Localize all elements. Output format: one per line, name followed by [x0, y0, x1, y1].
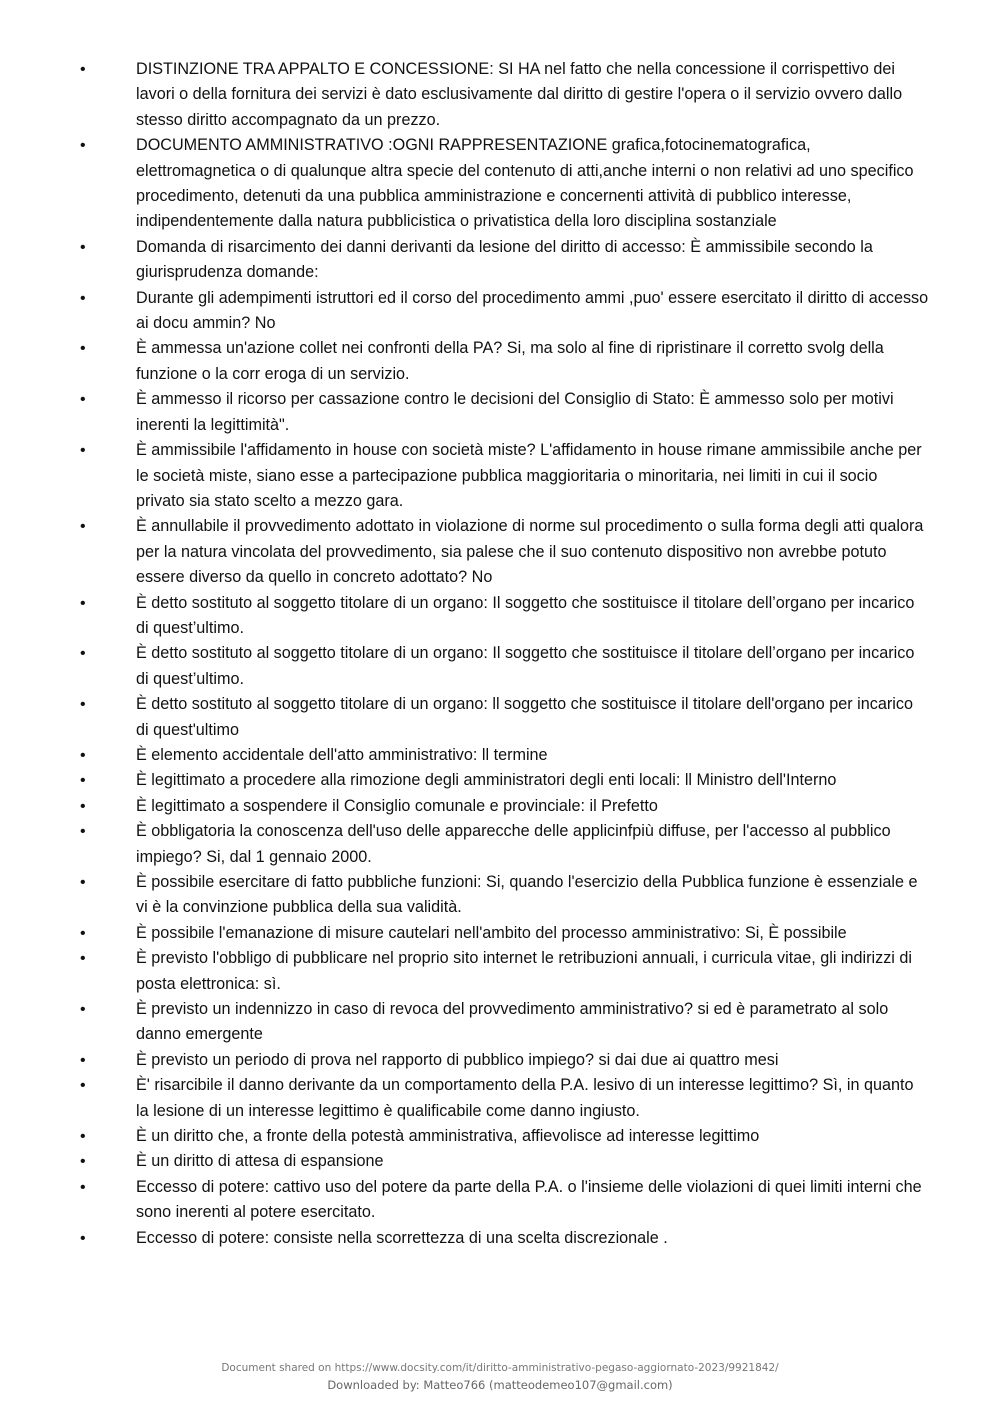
bullet-marker: • — [80, 518, 86, 536]
bullet-marker: • — [80, 238, 86, 256]
list-item — [0, 819, 1000, 870]
bullet-marker: • — [80, 1229, 86, 1247]
list-item-text: È ammessa un'azione collet nei confronti della PA? Si, ma solo al fine di ripristinare il corretto svolg della funzione o la corr eroga di un servizio. — [136, 339, 884, 383]
list-item-text: È elemento accidentale dell'atto amministrativo: ll termine — [136, 745, 548, 764]
footer-downloaded-line: Downloaded by: Matteo766 (matteodemeo107@gmail.com) — [327, 1378, 673, 1392]
bullet-marker: • — [80, 1051, 86, 1069]
list-item-text: È possibile l'emanazione di misure cautelari nell'ambito del processo amministrativo: Si, È possibile — [136, 923, 847, 942]
list-item-text: È possibile esercitare di fatto pubbliche funzioni: Si, quando l'esercizio della Pubblica funzione è essenziale e vi è la convinzione pubblica della sua validità. — [136, 873, 918, 917]
bullet-marker: • — [80, 924, 86, 942]
bullet-marker: • — [80, 137, 86, 155]
list-item-text: È un diritto che, a fronte della potestà amministrativa, affievolisce ad interesse legittimo — [136, 1127, 760, 1146]
list-item-text: È obbligatoria la conoscenza dell'uso delle apparecche delle applicinfpiù diffuse, per l'accesso al pubblico impiego? Si, dal 1 gennaio 2000. — [136, 822, 891, 866]
list-item-text: È previsto un periodo di prova nel rapporto di pubblico impiego? si dai due ai quattro mesi — [136, 1050, 779, 1069]
bullet-marker: • — [80, 1153, 86, 1171]
list-item-text: DOCUMENTO AMMINISTRATIVO :OGNI RAPPRESENTAZIONE grafica,fotocinematografica, elettromagnetica o di qualunque altra specie del contenuto di atti,anche interni o non relativi ad uno specifico procedimento, detenuti da una pubblica amministrazione e concernenti attività di pubblico interesse, indipendentemente dalla natura pubblicistica o privatistica della loro disciplina sostanziale — [136, 136, 914, 231]
list-item-text: DISTINZIONE TRA APPALTO E CONCESSIONE: SI HA nel fatto che nella concessione il corrispettivo dei lavori o della fornitura dei servizi è dato esclusivamente dal diritto di gestire l'opera o il servizio ovvero dallo stesso diritto accompagnato da un prezzo. — [136, 60, 903, 129]
list-item-text: Eccesso di potere: consiste nella scorrettezza di una scelta discrezionale . — [136, 1228, 668, 1247]
list-item — [0, 946, 1000, 997]
bullet-marker: • — [80, 391, 86, 409]
list-item-text: È un diritto di attesa di espansione — [136, 1152, 384, 1171]
bullet-list — [0, 57, 1000, 1251]
list-item — [0, 133, 1000, 235]
list-item — [0, 1048, 1000, 1073]
bullet-marker: • — [80, 594, 86, 612]
list-item — [0, 1149, 1000, 1174]
bullet-marker: • — [80, 797, 86, 815]
bullet-marker: • — [80, 645, 86, 663]
list-item — [0, 870, 1000, 921]
list-item-text: È previsto l'obbligo di pubblicare nel proprio sito internet le retribuzioni annuali, i curricula vitae, gli indirizzi di posta elettronica: sì. — [136, 949, 912, 993]
list-item — [0, 336, 1000, 387]
list-item-text: È ammesso il ricorso per cassazione contro le decisioni del Consiglio di Stato: È ammesso solo per motivi inerenti la legittimità". — [136, 390, 894, 434]
list-item-text: È detto sostituto al soggetto titolare di un organo: Il soggetto che sostituisce il titolare dell’organo per incarico di quest’ultimo. — [136, 644, 915, 688]
document-footer — [0, 1360, 1000, 1394]
list-item-text: Durante gli adempimenti istruttori ed il corso del procedimento ammi ,puo' essere esercitato il diritto di accesso ai docu ammin? No — [136, 288, 929, 333]
list-item-text: Eccesso di potere: cattivo uso del potere da parte della P.A. o l'insieme delle violazioni di quei limiti interni che sono inerenti al potere esercitato. — [136, 1177, 922, 1222]
list-item-text: È' risarcibile il danno derivante da un comportamento della P.A. lesivo di un interesse legittimo? Sì, in quanto la lesione di un interesse legittimo è qualificabile come danno ingiusto. — [136, 1076, 914, 1120]
list-item-text: È detto sostituto al soggetto titolare di un organo: ll soggetto che sostituisce il titolare dell'organo per incarico di quest'ultimo — [136, 695, 913, 739]
list-item — [0, 768, 1000, 793]
list-item — [0, 1124, 1000, 1149]
list-item — [0, 235, 1000, 286]
list-item — [0, 997, 1000, 1048]
bullet-marker: • — [80, 772, 86, 790]
list-item — [0, 1226, 1000, 1251]
bullet-marker: • — [80, 340, 86, 358]
list-item — [0, 692, 1000, 743]
bullet-marker: • — [80, 1001, 86, 1019]
bullet-marker: • — [80, 1128, 86, 1146]
list-item — [0, 57, 1000, 133]
list-item — [0, 743, 1000, 768]
list-item-text: È previsto un indennizzo in caso di revoca del provvedimento amministrativo? si ed è parametrato al solo danno emergente — [136, 1000, 889, 1044]
list-item — [0, 1073, 1000, 1124]
bullet-marker: • — [80, 950, 86, 968]
list-item-text: È annullabile il provvedimento adottato in violazione di norme sul procedimento o sulla forma degli atti qualora per la natura vincolata del provvedimento, sia palese che il suo contenuto dispositivo non avrebbe potuto essere diverso da quello in concreto adottato? No — [136, 517, 924, 587]
bullet-marker: • — [80, 874, 86, 891]
list-item-text: È detto sostituto al soggetto titolare di un organo: Il soggetto che sostituisce il titolare dell’organo per incarico di quest’ultimo. — [136, 593, 915, 637]
list-item — [0, 921, 1000, 946]
list-item — [0, 591, 1000, 642]
bullet-marker: • — [80, 61, 86, 78]
list-item — [0, 286, 1000, 337]
list-item — [0, 641, 1000, 692]
list-item — [0, 438, 1000, 514]
bullet-marker: • — [80, 442, 86, 460]
bullet-marker: • — [80, 696, 86, 714]
bullet-marker: • — [80, 289, 86, 307]
list-item-text: È ammissibile l'affidamento in house con società miste? L'affidamento in house rimane ammissibile anche per le società miste, siano esse a partecipazione pubblica maggioritaria o minoritaria, nei limiti in cui il socio privato sia stato scelto a mezzo gara. — [136, 441, 922, 510]
bullet-marker: • — [80, 823, 86, 841]
bullet-marker: • — [80, 746, 86, 764]
list-item-text: È legittimato a procedere alla rimozione degli amministratori degli enti locali: ll Ministro dell'Interno — [136, 771, 837, 790]
list-item-text: È legittimato a sospendere il Consiglio comunale e provinciale: il Prefetto — [136, 796, 658, 815]
list-item-text: Domanda di risarcimento dei danni derivanti da lesione del diritto di accesso: È ammissibile secondo la giurisprudenza domande: — [136, 237, 873, 282]
footer-shared-line: Document shared on https://www.docsity.com/it/diritto-amministrativo-pegaso-aggiornato-2023/9921842/ — [221, 1362, 779, 1374]
list-item — [0, 1175, 1000, 1226]
list-item — [0, 387, 1000, 438]
bullet-marker: • — [80, 1178, 86, 1196]
list-item — [0, 514, 1000, 590]
list-item — [0, 794, 1000, 819]
bullet-marker: • — [80, 1077, 86, 1095]
